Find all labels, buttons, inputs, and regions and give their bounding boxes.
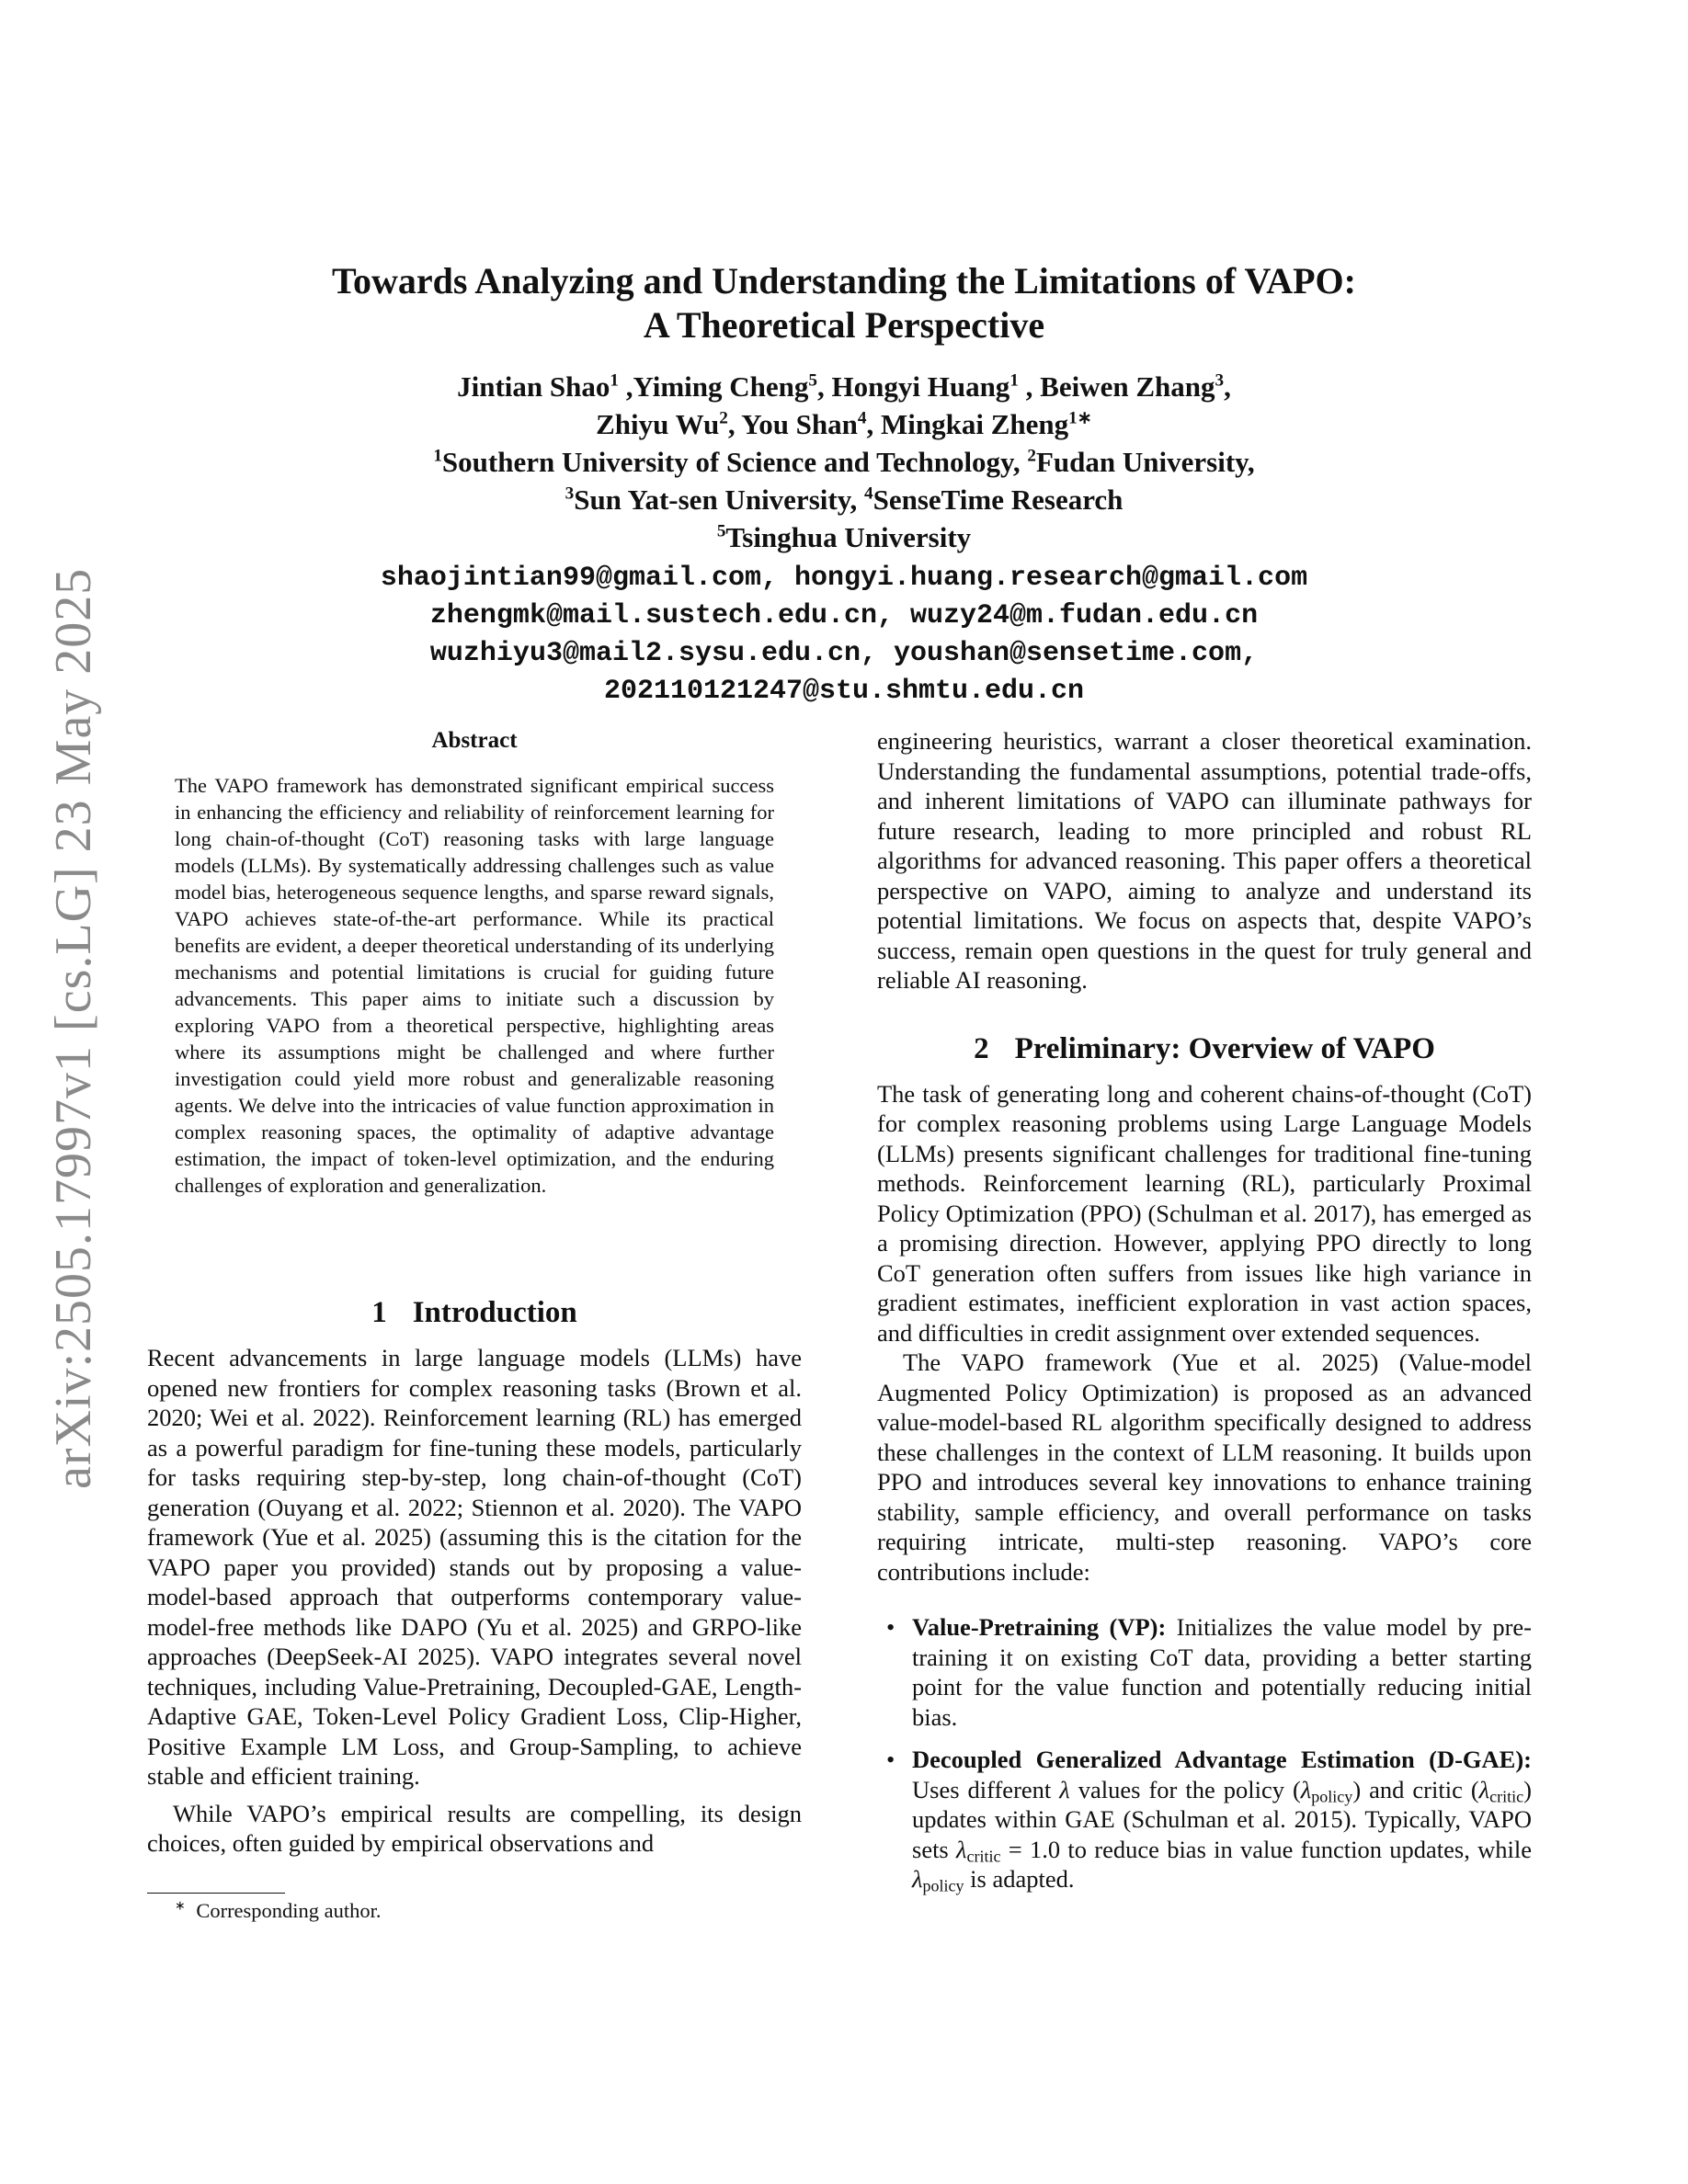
lambda-symbol: λ xyxy=(912,1865,923,1893)
affil-mark: 2 xyxy=(1027,446,1036,466)
section-heading-introduction xyxy=(147,1296,802,1330)
footnote-text: Corresponding author. xyxy=(196,1899,382,1922)
title-block xyxy=(147,259,1541,711)
paper-title xyxy=(147,259,1541,347)
abstract-heading: Abstract xyxy=(431,728,518,753)
lambda-symbol: λ xyxy=(956,1835,967,1863)
contribution-description: = 1.0 to reduce bias in value function updates, while xyxy=(1000,1835,1532,1863)
email-line[interactable]: shaojintian99@gmail.com, hongyi.huang.research@gmail.com xyxy=(380,563,1308,594)
lambda-symbol: λ xyxy=(1059,1775,1070,1803)
list-item xyxy=(877,1612,1532,1732)
author-separator: , xyxy=(1224,370,1231,403)
author-affil-mark: 5 xyxy=(808,370,817,391)
lambda-subscript: critic xyxy=(1489,1787,1524,1805)
section-title: Preliminary: Overview of VAPO xyxy=(1014,1031,1435,1065)
author-affil-mark: 3 xyxy=(1215,370,1225,391)
section-number: 1 xyxy=(371,1296,387,1329)
bullet-icon: • xyxy=(886,1746,895,1773)
author-name: , You Shan xyxy=(727,408,858,440)
author-line-2 xyxy=(147,405,1541,443)
affil-mark: 3 xyxy=(565,483,575,504)
affiliation-line-3 xyxy=(147,518,1541,556)
contribution-description: ) updates within GAE (Schulman et al. 2015). Typically, VAPO sets xyxy=(912,1775,1532,1863)
email-line[interactable]: zhengmk@mail.sustech.edu.cn, wuzy24@m.fudan.edu.cn xyxy=(429,600,1259,631)
intro-paragraph-2: While VAPO’s empirical results are compelling, its design choices, often guided by empirical observations and xyxy=(147,1799,802,1857)
affiliation: Southern University of Science and Technology, xyxy=(441,446,1028,478)
affil-mark: 5 xyxy=(716,521,726,541)
contribution-description: is adapted. xyxy=(964,1865,1075,1893)
footnote-divider xyxy=(147,1893,285,1894)
contribution-description: Initializes the value model by pre-training it on existing CoT data, providing a better starting point for the value function and potentially reducing initial bias. xyxy=(912,1613,1532,1731)
affiliation: SenseTime Research xyxy=(873,483,1123,516)
left-column xyxy=(147,728,802,1199)
author-line-1 xyxy=(147,368,1541,405)
author-affil-mark: 1∗ xyxy=(1068,408,1092,428)
lambda-symbol: λ xyxy=(1300,1775,1312,1803)
abstract-text: The VAPO framework has demonstrated significant empirical success in enhancing the efficiency and reliability of reinforcement learning for long chain-of-thought (CoT) reasoning tasks with large language models (LLMs). By systematically addressing challenges such as value model bias, heterogeneous sequence lengths, and sparse reward signals, VAPO achieves state-of-the-art performance. While its practical benefits are evident, a deeper theoretical understanding of its underlying mechanisms and potential limitations is crucial for guiding future advancements. This paper aims to initiate such a discussion by exploring VAPO from a theoretical perspective, highlighting areas where its assumptions might be challenged and where further investigation could yield more robust and generalizable reasoning agents. We delve into the intricacies of value function approximation in complex reasoning spaces, the optimality of adaptive advantage estimation, the impact of token-level optimization, and the enduring challenges of exploration and generalization. xyxy=(175,774,774,1197)
author-name: , Beiwen Zhang xyxy=(1018,370,1215,403)
lambda-subscript: policy xyxy=(922,1876,964,1895)
arxiv-identifier-stamp: arXiv:2505.17997v1 [cs.LG] 23 May 2025 xyxy=(45,567,102,1489)
email-line[interactable]: wuzhiyu3@mail2.sysu.edu.cn, youshan@sensetime.com, xyxy=(429,638,1259,669)
affiliation: Sun Yat-sen University, xyxy=(574,483,864,516)
preliminary-paragraph-2: The VAPO framework (Yue et al. 2025) (Value-model Augmented Policy Optimization) is proposed as an advanced value-model-based RL algorithm specifically designed to address these challenges in the context of LLM reasoning. It builds upon PPO and introduces several key innovations to enhance training stability, sample efficiency, and overall performance on tasks requiring intricate, multi-step reasoning. VAPO’s core contributions include: xyxy=(877,1348,1532,1586)
author-name: ,Yiming Cheng xyxy=(618,370,809,403)
contribution-description: Uses different xyxy=(912,1775,1060,1803)
author-name: , Mingkai Zheng xyxy=(866,408,1069,440)
contribution-term: Decoupled Generalized Advantage Estimation (D-GAE): xyxy=(912,1746,1532,1773)
title-line-1: Towards Analyzing and Understanding the Limitations of VAPO: xyxy=(332,260,1356,301)
contribution-description: values for the policy ( xyxy=(1069,1775,1301,1803)
contribution-term: Value-Pretraining (VP): xyxy=(912,1613,1167,1641)
lambda-symbol: λ xyxy=(1478,1775,1490,1803)
list-item xyxy=(877,1745,1532,1894)
title-line-2: A Theoretical Perspective xyxy=(643,304,1045,346)
affiliation-line-2 xyxy=(147,481,1541,518)
intro-paragraph-1: Recent advancements in large language models (LLMs) have opened new frontiers for complex reasoning tasks (Brown et al. 2020; Wei et al. 2022). Reinforcement learning (RL) has emerged as a powerful paradigm for fine-tuning these models, particularly for tasks requiring step-by-step, long chain-of-thought (CoT) generation (Ouyang et al. 2022; Stiennon et al. 2020). The VAPO framework (Yue et al. 2025) (assuming this is the citation for the VAPO paper you provided) stands out by proposing a value-model-based approach that outperforms contemporary value-model-free methods like DAPO (Yu et al. 2025) and GRPO-like approaches (DeepSeek-AI 2025). VAPO integrates several novel techniques, including Value-Pretraining, Decoupled-GAE, Length-Adaptive GAE, Token-Level Policy Gradient Loss, Clip-Higher, Positive Example LM Loss, and Group-Sampling, to achieve stable and efficient training. xyxy=(147,1344,802,1790)
section-number: 2 xyxy=(974,1031,989,1065)
affil-mark: 4 xyxy=(864,483,873,504)
author-affil-mark: 1 xyxy=(610,370,619,391)
bullet-icon: • xyxy=(886,1613,895,1641)
footnote-mark: ∗ xyxy=(175,1899,186,1914)
author-name: , Hongyi Huang xyxy=(817,370,1010,403)
author-name: Jintian Shao xyxy=(457,370,610,403)
lambda-subscript: critic xyxy=(966,1847,1001,1865)
contribution-list xyxy=(877,1612,1532,1894)
affiliation-line-1 xyxy=(147,443,1541,481)
affiliation: Tsinghua University xyxy=(725,521,972,553)
intro-continuation-paragraph: engineering heuristics, warrant a closer theoretical examination. Understanding the fundamental assumptions, potential trade-offs, and inherent limitations of VAPO can illuminate pathways for future research, leading to more principled and robust RL algorithms for advanced reasoning. This paper offers a theoretical perspective on VAPO, aiming to analyze and understand its potential limitations. We focus on aspects that, despite VAPO’s success, remain open questions in the quest for truly general and reliable AI reasoning. xyxy=(877,727,1532,994)
email-list xyxy=(147,560,1541,711)
section-title: Introduction xyxy=(412,1296,577,1329)
right-column xyxy=(877,726,1532,1907)
section-heading-preliminary xyxy=(877,1032,1532,1066)
affiliation: Fudan University, xyxy=(1035,446,1255,478)
contribution-description: ) and critic ( xyxy=(1352,1775,1479,1803)
author-list xyxy=(147,368,1541,443)
author-affil-mark: 4 xyxy=(857,408,867,428)
affil-mark: 1 xyxy=(433,446,442,466)
lambda-subscript: policy xyxy=(1311,1787,1353,1805)
preliminary-paragraph-1: The task of generating long and coherent chains-of-thought (CoT) for complex reasoning problems using Large Language Models (LLMs) presents significant challenges for traditional fine-tuning methods. Reinforcement learning (RL), particularly Proximal Policy Optimization (PPO) (Schulman et al. 2017), has emerged as a promising direction. However, applying PPO directly to long CoT generation often suffers from issues like high variance in gradient estimates, inefficient exploration in vast action spaces, and difficulties in credit assignment over extended sequences. xyxy=(877,1079,1532,1347)
affiliation-list xyxy=(147,443,1541,556)
author-name: Zhiyu Wu xyxy=(596,408,720,440)
introduction-section xyxy=(147,1296,802,1859)
footnote xyxy=(175,1899,382,1923)
email-line[interactable]: 202110121247@stu.shmtu.edu.cn xyxy=(603,676,1085,707)
author-affil-mark: 2 xyxy=(719,408,728,428)
author-affil-mark: 1 xyxy=(1009,370,1019,391)
